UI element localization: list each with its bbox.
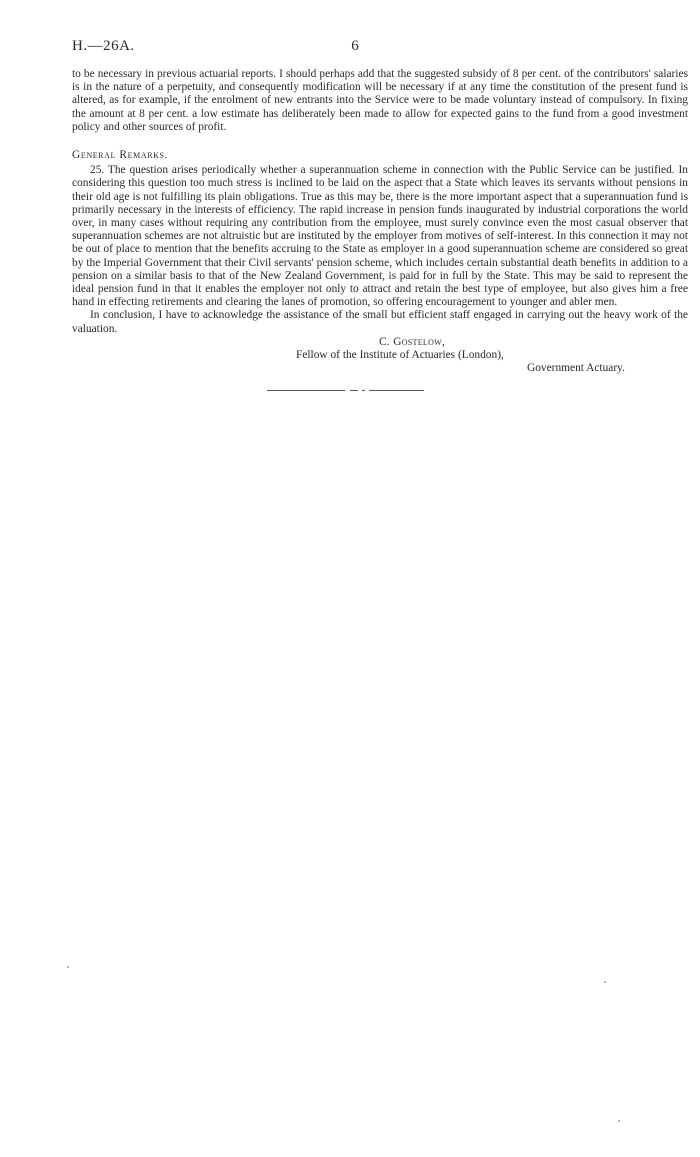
signature-name: C. Gostelow, xyxy=(379,335,446,348)
closing-rule-segment xyxy=(350,390,358,391)
document-reference: H.—26A. xyxy=(72,38,135,54)
page-number: 6 xyxy=(351,38,359,54)
signature-role: Government Actuary. xyxy=(527,362,625,375)
signature-qualification: Fellow of the Institute of Actuaries (London), xyxy=(296,349,504,362)
document-body xyxy=(72,68,688,375)
scan-speck xyxy=(618,1120,620,1122)
closing-rule-segment xyxy=(267,390,345,391)
scan-speck xyxy=(604,981,606,983)
closing-rule-segment xyxy=(362,390,365,391)
section-heading: General Remarks. xyxy=(72,149,169,162)
scan-speck xyxy=(67,966,69,968)
continuation-paragraph: to be necessary in previous actuarial reports. I should perhaps add that the suggested subsidy of 8 per cent. of the contributors' salaries is in the nature of a perpetuity, and consequently modification will be necessary if at any time the constitution of the present fund is altered, as for example, if the enrolment of new entrants into the Service were to be made voluntary instead of compulsory. In fixing the amount at 8 per cent. a low estimate has deliberately been made to allow for expected gains to the fund from a good investment policy and other sources of profit. xyxy=(72,68,688,133)
closing-rule-segment xyxy=(369,390,424,391)
conclusion-paragraph: In conclusion, I have to acknowledge the assistance of the small but efficient staff engaged in carrying out the heavy work of the valuation. xyxy=(72,309,688,335)
paragraph-25: 25. The question arises periodically whether a superannuation scheme in connection with the Public Service can be justified. In considering this question too much stress is inclined to be laid on the aspect that a State which leaves its servants without pensions in their old age is not fulfilling its plain obligations. True as this may be, there is the more important aspect that a superannuation fund is primarily necessary in the interests of efficiency. The rapid increase in pension funds inaugurated by industrial corporations the world over, in many cases without requiring any contribution from the employee, must surely convince even the most casual observer that superannuation schemes are not altruistic but are instituted by the employer from motives of self-interest. In this connection it may not be out of place to mention that the benefits accruing to the State as employer in a good superannuation scheme are considered so great by the Imperial Government that their Civil servants' pension scheme, which includes certain substantial death benefits in addition to a pension on a similar basis to that of the New Zealand Government, is paid for in full by the State. This may be said to represent the ideal pension fund in that it enables the employer not only to attract and retain the best type of employee, but also gives him a free hand in effecting retirements and clearing the lanes of promotion, so offering encouragement to younger and abler men. xyxy=(72,164,688,309)
